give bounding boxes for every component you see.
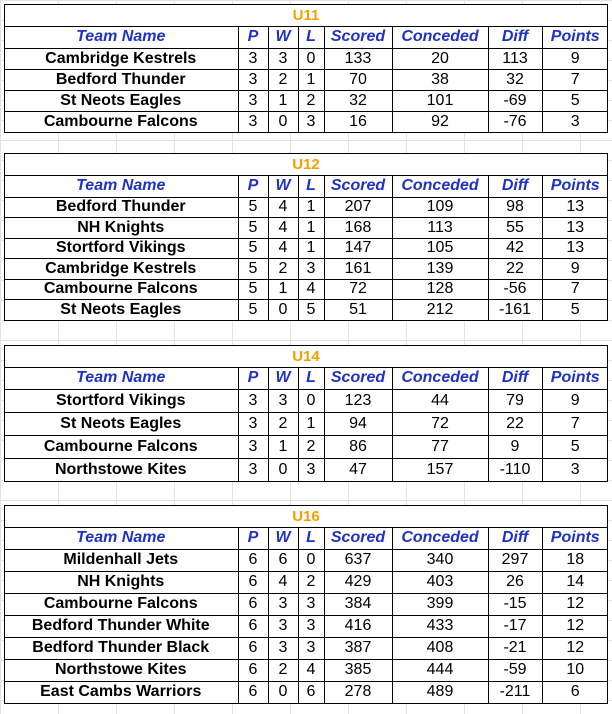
col-header-points: Points xyxy=(542,27,608,48)
scored-cell: 123 xyxy=(324,389,392,412)
table-row xyxy=(4,259,608,280)
played-cell: 3 xyxy=(238,389,268,412)
won-cell: 6 xyxy=(268,549,298,571)
team-name-cell: Bedford Thunder xyxy=(4,197,238,218)
team-name-cell: St Neots Eagles xyxy=(4,90,238,111)
team-name-cell: Cambridge Kestrels xyxy=(4,48,238,69)
lost-cell: 4 xyxy=(298,279,324,300)
standings-table xyxy=(4,528,608,703)
played-cell: 6 xyxy=(238,659,268,681)
points-cell: 18 xyxy=(542,549,608,571)
table-row xyxy=(4,458,608,481)
won-cell: 3 xyxy=(268,637,298,659)
points-cell: 9 xyxy=(542,259,608,280)
diff-cell: 42 xyxy=(488,238,542,259)
table-row xyxy=(4,69,608,90)
col-header-won: W xyxy=(268,27,298,48)
league-title: U11 xyxy=(5,5,607,27)
lost-cell: 3 xyxy=(298,458,324,481)
points-cell: 10 xyxy=(542,659,608,681)
diff-cell: 113 xyxy=(488,48,542,69)
won-cell: 3 xyxy=(268,48,298,69)
lost-cell: 0 xyxy=(298,389,324,412)
scored-cell: 278 xyxy=(324,681,392,703)
lost-cell: 3 xyxy=(298,111,324,132)
col-header-team: Team Name xyxy=(4,176,238,197)
lost-cell: 1 xyxy=(298,238,324,259)
lost-cell: 2 xyxy=(298,571,324,593)
diff-cell: 22 xyxy=(488,412,542,435)
header-row xyxy=(4,27,608,48)
team-name-cell: Stortford Vikings xyxy=(4,238,238,259)
won-cell: 4 xyxy=(268,218,298,239)
scored-cell: 168 xyxy=(324,218,392,239)
table-row xyxy=(4,238,608,259)
team-name-cell: Cambourne Falcons xyxy=(4,279,238,300)
lost-cell: 4 xyxy=(298,659,324,681)
conceded-cell: 113 xyxy=(392,218,488,239)
col-header-lost: L xyxy=(298,27,324,48)
league-table-u11 xyxy=(4,4,608,133)
conceded-cell: 399 xyxy=(392,593,488,615)
scored-cell: 161 xyxy=(324,259,392,280)
scored-cell: 47 xyxy=(324,458,392,481)
col-header-scored: Scored xyxy=(324,176,392,197)
table-row xyxy=(4,571,608,593)
league-title: U14 xyxy=(5,346,607,368)
won-cell: 1 xyxy=(268,90,298,111)
diff-cell: 32 xyxy=(488,69,542,90)
lost-cell: 0 xyxy=(298,48,324,69)
diff-cell: 98 xyxy=(488,197,542,218)
scored-cell: 384 xyxy=(324,593,392,615)
points-cell: 3 xyxy=(542,111,608,132)
col-header-played: P xyxy=(238,27,268,48)
played-cell: 6 xyxy=(238,615,268,637)
played-cell: 6 xyxy=(238,549,268,571)
won-cell: 3 xyxy=(268,615,298,637)
scored-cell: 416 xyxy=(324,615,392,637)
col-header-conceded: Conceded xyxy=(392,176,488,197)
won-cell: 0 xyxy=(268,458,298,481)
played-cell: 6 xyxy=(238,681,268,703)
diff-cell: -59 xyxy=(488,659,542,681)
played-cell: 3 xyxy=(238,90,268,111)
col-header-scored: Scored xyxy=(324,368,392,389)
conceded-cell: 340 xyxy=(392,549,488,571)
diff-cell: -17 xyxy=(488,615,542,637)
points-cell: 6 xyxy=(542,681,608,703)
points-cell: 9 xyxy=(542,389,608,412)
table-row xyxy=(4,197,608,218)
lost-cell: 0 xyxy=(298,549,324,571)
lost-cell: 6 xyxy=(298,681,324,703)
played-cell: 5 xyxy=(238,238,268,259)
table-row xyxy=(4,659,608,681)
diff-cell: -56 xyxy=(488,279,542,300)
conceded-cell: 72 xyxy=(392,412,488,435)
diff-cell: 79 xyxy=(488,389,542,412)
won-cell: 2 xyxy=(268,69,298,90)
col-header-played: P xyxy=(238,368,268,389)
won-cell: 3 xyxy=(268,593,298,615)
col-header-points: Points xyxy=(542,368,608,389)
league-title: U16 xyxy=(5,506,607,528)
header-row xyxy=(4,368,608,389)
lost-cell: 2 xyxy=(298,90,324,111)
scored-cell: 207 xyxy=(324,197,392,218)
played-cell: 6 xyxy=(238,593,268,615)
conceded-cell: 38 xyxy=(392,69,488,90)
won-cell: 0 xyxy=(268,681,298,703)
team-name-cell: Stortford Vikings xyxy=(4,389,238,412)
scored-cell: 70 xyxy=(324,69,392,90)
diff-cell: -211 xyxy=(488,681,542,703)
table-row xyxy=(4,389,608,412)
diff-cell: -76 xyxy=(488,111,542,132)
points-cell: 7 xyxy=(542,412,608,435)
points-cell: 12 xyxy=(542,637,608,659)
conceded-cell: 489 xyxy=(392,681,488,703)
played-cell: 3 xyxy=(238,458,268,481)
scored-cell: 385 xyxy=(324,659,392,681)
team-name-cell: St Neots Eagles xyxy=(4,300,238,321)
table-row xyxy=(4,218,608,239)
standings-table xyxy=(4,176,608,320)
col-header-scored: Scored xyxy=(324,528,392,549)
lost-cell: 3 xyxy=(298,259,324,280)
lost-cell: 1 xyxy=(298,412,324,435)
league-title: U12 xyxy=(5,154,607,176)
conceded-cell: 105 xyxy=(392,238,488,259)
col-header-lost: L xyxy=(298,368,324,389)
won-cell: 0 xyxy=(268,111,298,132)
table-row xyxy=(4,435,608,458)
scored-cell: 133 xyxy=(324,48,392,69)
conceded-cell: 109 xyxy=(392,197,488,218)
header-row xyxy=(4,528,608,549)
conceded-cell: 403 xyxy=(392,571,488,593)
points-cell: 5 xyxy=(542,90,608,111)
team-name-cell: Cambridge Kestrels xyxy=(4,259,238,280)
played-cell: 5 xyxy=(238,279,268,300)
points-cell: 12 xyxy=(542,615,608,637)
col-header-points: Points xyxy=(542,528,608,549)
team-name-cell: Bedford Thunder xyxy=(4,69,238,90)
points-cell: 9 xyxy=(542,48,608,69)
col-header-lost: L xyxy=(298,528,324,549)
conceded-cell: 157 xyxy=(392,458,488,481)
scored-cell: 147 xyxy=(324,238,392,259)
table-row xyxy=(4,593,608,615)
points-cell: 3 xyxy=(542,458,608,481)
diff-cell: -161 xyxy=(488,300,542,321)
conceded-cell: 444 xyxy=(392,659,488,681)
col-header-won: W xyxy=(268,528,298,549)
lost-cell: 1 xyxy=(298,69,324,90)
conceded-cell: 212 xyxy=(392,300,488,321)
played-cell: 5 xyxy=(238,197,268,218)
won-cell: 4 xyxy=(268,571,298,593)
lost-cell: 1 xyxy=(298,218,324,239)
diff-cell: -69 xyxy=(488,90,542,111)
header-row xyxy=(4,176,608,197)
col-header-team: Team Name xyxy=(4,368,238,389)
league-table-u14 xyxy=(4,345,608,482)
col-header-played: P xyxy=(238,528,268,549)
conceded-cell: 128 xyxy=(392,279,488,300)
points-cell: 12 xyxy=(542,593,608,615)
col-header-lost: L xyxy=(298,176,324,197)
won-cell: 2 xyxy=(268,659,298,681)
standings-table xyxy=(4,368,608,481)
table-row xyxy=(4,300,608,321)
team-name-cell: Cambourne Falcons xyxy=(4,593,238,615)
played-cell: 5 xyxy=(238,218,268,239)
played-cell: 5 xyxy=(238,300,268,321)
diff-cell: -110 xyxy=(488,458,542,481)
played-cell: 3 xyxy=(238,111,268,132)
conceded-cell: 433 xyxy=(392,615,488,637)
lost-cell: 3 xyxy=(298,593,324,615)
team-name-cell: Mildenhall Jets xyxy=(4,549,238,571)
league-table-u16 xyxy=(4,505,608,704)
col-header-diff: Diff xyxy=(488,368,542,389)
col-header-team: Team Name xyxy=(4,528,238,549)
scored-cell: 94 xyxy=(324,412,392,435)
col-header-conceded: Conceded xyxy=(392,528,488,549)
points-cell: 13 xyxy=(542,218,608,239)
table-row xyxy=(4,637,608,659)
scored-cell: 51 xyxy=(324,300,392,321)
league-table-u12 xyxy=(4,153,608,321)
scored-cell: 387 xyxy=(324,637,392,659)
lost-cell: 2 xyxy=(298,435,324,458)
won-cell: 4 xyxy=(268,197,298,218)
lost-cell: 1 xyxy=(298,197,324,218)
points-cell: 7 xyxy=(542,69,608,90)
played-cell: 6 xyxy=(238,637,268,659)
played-cell: 3 xyxy=(238,435,268,458)
points-cell: 5 xyxy=(542,300,608,321)
points-cell: 7 xyxy=(542,279,608,300)
conceded-cell: 101 xyxy=(392,90,488,111)
team-name-cell: Bedford Thunder White xyxy=(4,615,238,637)
col-header-played: P xyxy=(238,176,268,197)
won-cell: 2 xyxy=(268,412,298,435)
scored-cell: 429 xyxy=(324,571,392,593)
table-row xyxy=(4,681,608,703)
won-cell: 4 xyxy=(268,238,298,259)
col-header-diff: Diff xyxy=(488,528,542,549)
conceded-cell: 20 xyxy=(392,48,488,69)
col-header-points: Points xyxy=(542,176,608,197)
played-cell: 3 xyxy=(238,69,268,90)
table-row xyxy=(4,48,608,69)
scored-cell: 637 xyxy=(324,549,392,571)
col-header-won: W xyxy=(268,368,298,389)
col-header-conceded: Conceded xyxy=(392,27,488,48)
conceded-cell: 44 xyxy=(392,389,488,412)
played-cell: 6 xyxy=(238,571,268,593)
conceded-cell: 139 xyxy=(392,259,488,280)
conceded-cell: 408 xyxy=(392,637,488,659)
points-cell: 5 xyxy=(542,435,608,458)
diff-cell: 9 xyxy=(488,435,542,458)
col-header-diff: Diff xyxy=(488,176,542,197)
team-name-cell: Northstowe Kites xyxy=(4,659,238,681)
diff-cell: -15 xyxy=(488,593,542,615)
lost-cell: 3 xyxy=(298,637,324,659)
table-row xyxy=(4,412,608,435)
scored-cell: 16 xyxy=(324,111,392,132)
won-cell: 0 xyxy=(268,300,298,321)
won-cell: 3 xyxy=(268,389,298,412)
col-header-conceded: Conceded xyxy=(392,368,488,389)
col-header-won: W xyxy=(268,176,298,197)
col-header-scored: Scored xyxy=(324,27,392,48)
standings-table xyxy=(4,27,608,132)
scored-cell: 32 xyxy=(324,90,392,111)
diff-cell: 55 xyxy=(488,218,542,239)
team-name-cell: Cambourne Falcons xyxy=(4,435,238,458)
table-row xyxy=(4,279,608,300)
won-cell: 2 xyxy=(268,259,298,280)
team-name-cell: St Neots Eagles xyxy=(4,412,238,435)
points-cell: 14 xyxy=(542,571,608,593)
table-row xyxy=(4,549,608,571)
col-header-diff: Diff xyxy=(488,27,542,48)
table-row xyxy=(4,111,608,132)
lost-cell: 5 xyxy=(298,300,324,321)
scored-cell: 86 xyxy=(324,435,392,458)
played-cell: 5 xyxy=(238,259,268,280)
lost-cell: 3 xyxy=(298,615,324,637)
team-name-cell: East Cambs Warriors xyxy=(4,681,238,703)
table-row xyxy=(4,615,608,637)
team-name-cell: NH Knights xyxy=(4,218,238,239)
points-cell: 13 xyxy=(542,238,608,259)
won-cell: 1 xyxy=(268,435,298,458)
team-name-cell: Bedford Thunder Black xyxy=(4,637,238,659)
col-header-team: Team Name xyxy=(4,27,238,48)
diff-cell: 297 xyxy=(488,549,542,571)
team-name-cell: Cambourne Falcons xyxy=(4,111,238,132)
diff-cell: 26 xyxy=(488,571,542,593)
played-cell: 3 xyxy=(238,412,268,435)
table-row xyxy=(4,90,608,111)
won-cell: 1 xyxy=(268,279,298,300)
conceded-cell: 92 xyxy=(392,111,488,132)
team-name-cell: NH Knights xyxy=(4,571,238,593)
team-name-cell: Northstowe Kites xyxy=(4,458,238,481)
played-cell: 3 xyxy=(238,48,268,69)
diff-cell: 22 xyxy=(488,259,542,280)
scored-cell: 72 xyxy=(324,279,392,300)
diff-cell: -21 xyxy=(488,637,542,659)
conceded-cell: 77 xyxy=(392,435,488,458)
points-cell: 13 xyxy=(542,197,608,218)
